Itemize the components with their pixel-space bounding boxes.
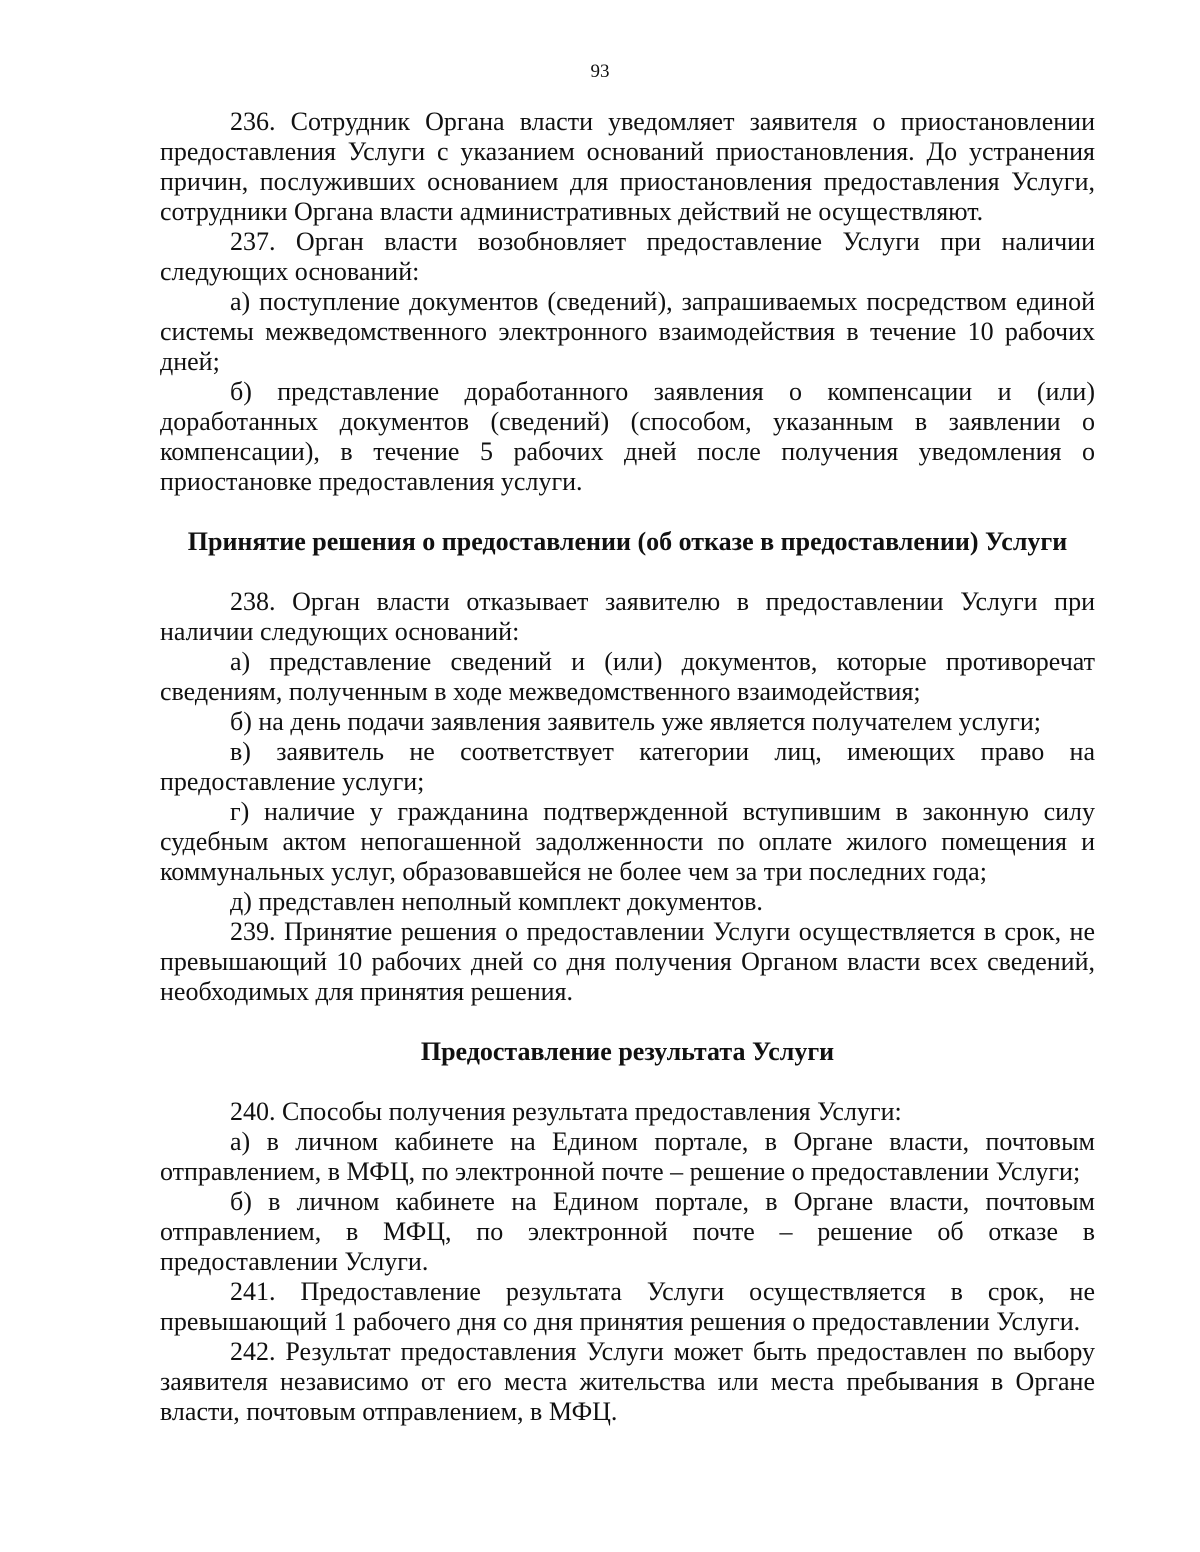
document-body: [160, 107, 1095, 1427]
paragraph-240-a: а) в личном кабинете на Едином портале, в Органе власти, почтовым отправлением, в МФЦ, по электронной почте – решение о предоставлении Услуги;: [160, 1127, 1095, 1186]
paragraph-238-g: г) наличие у гражданина подтвержденной вступившим в законную силу судебным актом непогашенной задолженности по оплате жилого помещения и коммунальных услуг, образовавшейся не более чем за три последних года;: [160, 797, 1095, 886]
paragraph-241: 241. Предоставление результата Услуги осуществляется в срок, не превышающий 1 рабочего дня со дня принятия решения о предоставлении Услуги.: [160, 1277, 1095, 1336]
paragraph-239: 239. Принятие решения о предоставлении Услуги осуществляется в срок, не превышающий 10 рабочих дней со дня получения Органом власти всех сведений, необходимых для принятия решения.: [160, 917, 1095, 1006]
section-heading-decision: Принятие решения о предоставлении (об отказе в предоставлении) Услуги: [187, 527, 1068, 556]
paragraph-236: 236. Сотрудник Органа власти уведомляет заявителя о приостановлении предоставления Услуги с указанием оснований приостановления. До устранения причин, послуживших основанием для приостановления предоставления Услуги, сотрудники Органа власти административных действий не осуществляют.: [160, 107, 1095, 226]
paragraph-237-b: б) представление доработанного заявления о компенсации и (или) доработанных документов (сведений) (способом, указанным в заявлении о компенсации), в течение 5 рабочих дней после получения уведомления о приостановке предоставления услуги.: [160, 377, 1095, 496]
paragraph-238-a: а) представление сведений и (или) документов, которые противоречат сведениям, полученным в ходе межведомственного взаимодействия;: [160, 647, 1095, 706]
paragraph-237-a: а) поступление документов (сведений), запрашиваемых посредством единой системы межведомственного электронного взаимодействия в течение 10 рабочих дней;: [160, 287, 1095, 376]
paragraph-240: 240. Способы получения результата предоставления Услуги:: [230, 1097, 902, 1126]
page-number: 93: [590, 61, 610, 82]
section-heading-result: Предоставление результата Услуги: [420, 1037, 835, 1066]
paragraph-238: 238. Орган власти отказывает заявителю в предоставлении Услуги при наличии следующих оснований:: [160, 587, 1095, 646]
paragraph-238-v: в) заявитель не соответствует категории лиц, имеющих право на предоставление услуги;: [160, 737, 1095, 796]
paragraph-237: 237. Орган власти возобновляет предоставление Услуги при наличии следующих оснований:: [160, 227, 1095, 286]
paragraph-238-b: б) на день подачи заявления заявитель уже является получателем услуги;: [230, 707, 1042, 736]
paragraph-240-b: б) в личном кабинете на Едином портале, в Органе власти, почтовым отправлением, в МФЦ, по электронной почте – решение об отказе в предоставлении Услуги.: [160, 1187, 1095, 1276]
paragraph-238-d: д) представлен неполный комплект документов.: [230, 887, 763, 916]
paragraph-242: 242. Результат предоставления Услуги может быть предоставлен по выбору заявителя независимо от его места жительства или места пребывания в Органе власти, почтовым отправлением, в МФЦ.: [160, 1337, 1095, 1426]
